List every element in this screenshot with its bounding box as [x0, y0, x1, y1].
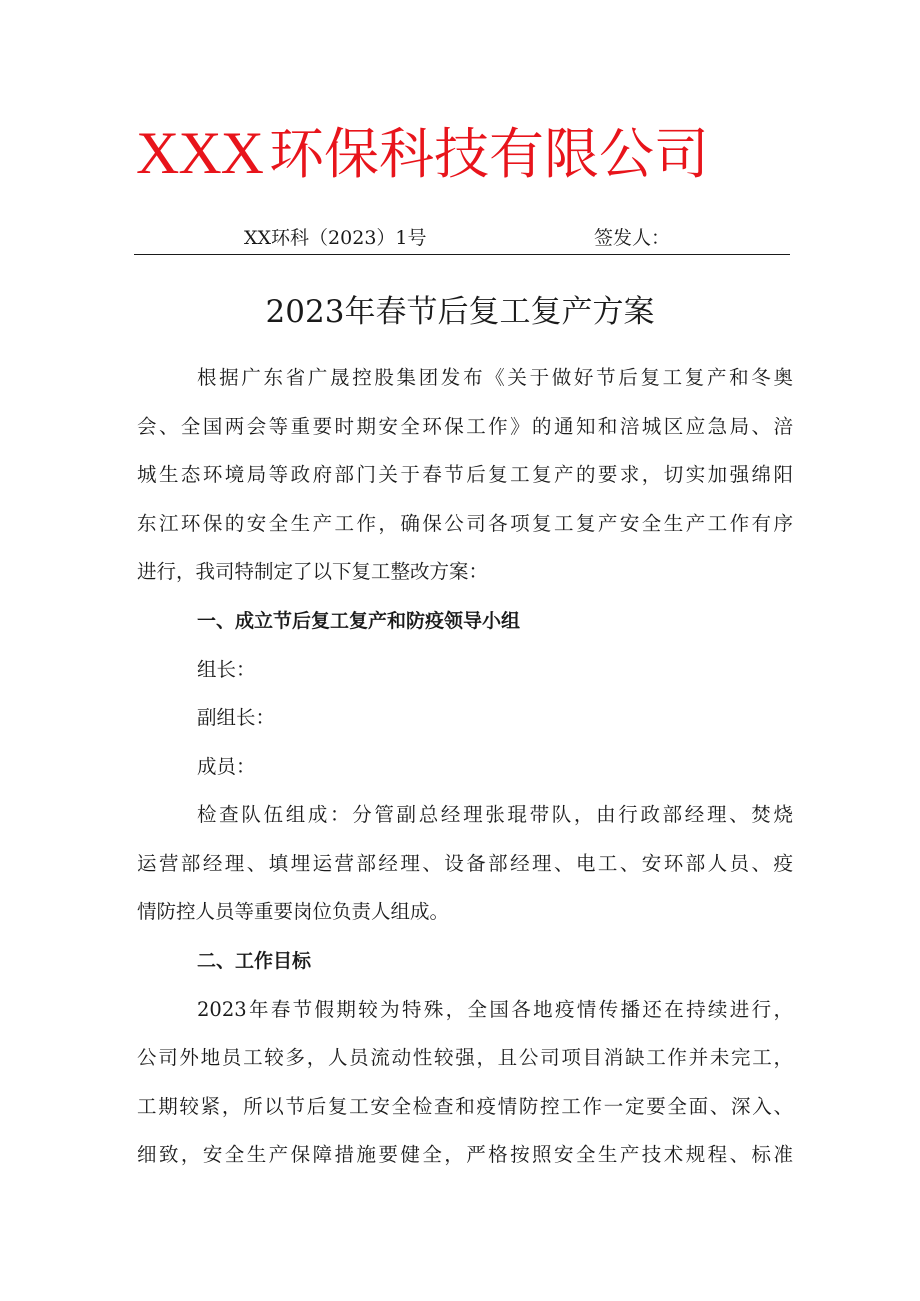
- paragraph-line: 会、全国两会等重要时期安全环保工作》的通知和涪城区应急局、涪: [137, 414, 793, 438]
- section-heading: 一、成立节后复工复产和防疫领导小组: [197, 610, 521, 632]
- section-2: [137, 937, 793, 1180]
- paragraph-line: 公司外地员工较多，人员流动性较强，且公司项目消缺工作并未完工，: [137, 1046, 793, 1069]
- section-heading: 二、工作目标: [197, 950, 312, 972]
- intro-paragraph: [137, 354, 793, 597]
- document-title: 2023年春节后复工复产方案: [265, 294, 655, 330]
- letterhead-name: 环保科技有限公司: [269, 122, 710, 186]
- document-number: XX环科（2023）1号: [244, 227, 427, 249]
- paragraph-line: 运营部经理、填埋运营部经理、设备部经理、电工、安环部人员、疫: [137, 851, 793, 875]
- paragraph-line: 东江环保的安全生产工作，确保公司各项复工复产安全生产工作有序: [137, 511, 793, 535]
- document-number-line: [134, 222, 790, 255]
- letterhead-prefix: XXX: [136, 120, 263, 186]
- letterhead-company-name: [136, 118, 836, 188]
- paragraph-line: 进行，我司特制定了以下复工整改方案：: [137, 560, 489, 583]
- signer-label: 签发人：: [594, 227, 671, 249]
- paragraph-line: 工期较紧，所以节后复工安全检查和疫情防控工作一定要全面、深入、: [137, 1094, 793, 1118]
- deputy-leader-label: 副组长：: [197, 706, 276, 729]
- members-label: 成员：: [197, 754, 256, 778]
- paragraph-line: 2023年春节假期较为特殊，全国各地疫情传播还在持续进行，: [197, 997, 793, 1021]
- paragraph-line: 情防控人员等重要岗位负责人组成。: [137, 900, 450, 923]
- leader-label: 组长：: [197, 657, 256, 681]
- paragraph-line: 根据广东省广晟控股集团发布《关于做好节后复工复产和冬奥: [197, 366, 793, 389]
- paragraph-line: 细致，安全生产保障措施要健全，严格按照安全生产技术规程、标准: [137, 1143, 793, 1166]
- paragraph-line: 城生态环境局等政府部门关于春节后复工复产的要求，切实加强绵阳: [137, 463, 793, 486]
- paragraph-line: 检查队伍组成：分管副总经理张琨带队，由行政部经理、焚烧: [197, 803, 793, 826]
- section-1: [137, 597, 793, 937]
